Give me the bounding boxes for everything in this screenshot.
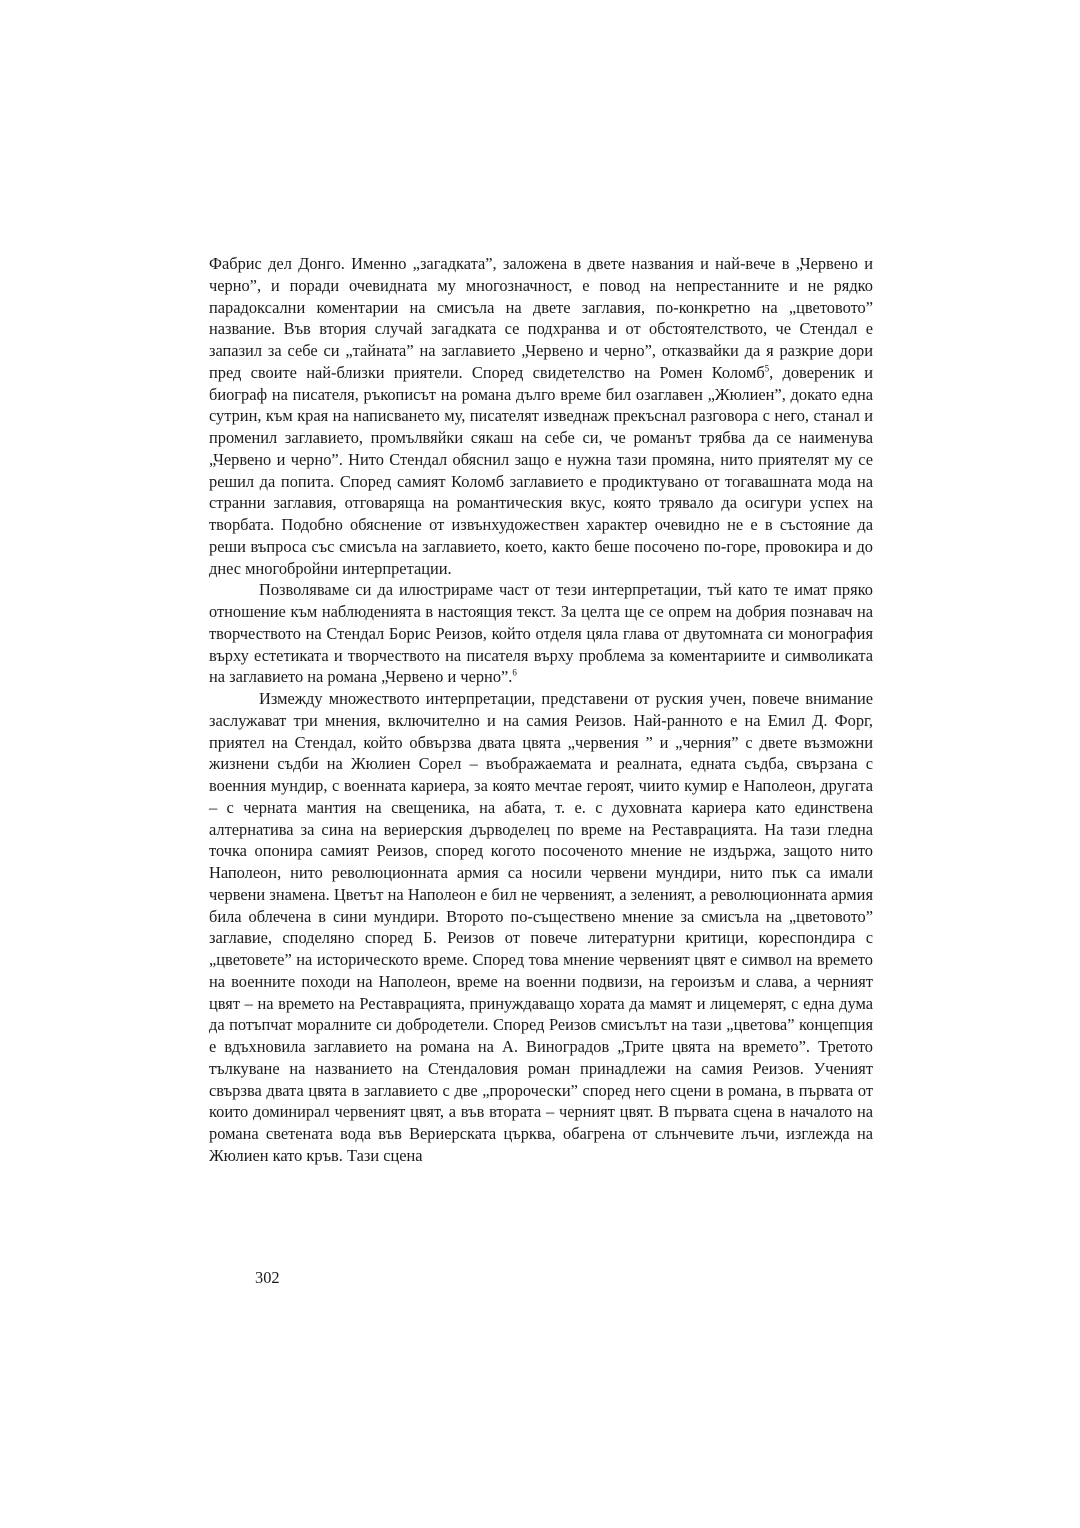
paragraph-3 [209, 688, 873, 1167]
body-text [209, 253, 873, 1167]
paragraph-2 [209, 579, 873, 688]
paragraph-2-text-a: Позволяваме си да илюстрираме част от тези интерпретации, тъй като те имат пряко отношение към наблюденията в настоящия текст. За целта ще се опрем на добрия познавач на творчеството на Стендал Борис Реизов, който отделя цяла глава от двутомната си монография върху естетиката и творчеството на писателя върху проблема за коментариите и символиката на заглавието на романа „Червено и черно”. [209, 580, 873, 687]
page-number: 302 [255, 1268, 280, 1287]
paragraph-3-text-a: Измежду множеството интерпретации, представени от руския учен, повече внимание заслужават три мнения, включително и на самия Реизов. Най-ранното е на Емил Д. Форг, приятел на Стендал, който обвързва двата цвята „червения ” и „черния” с двете възможни жизнени съдби на Жюлиен Сорел – въображаемата и реалната, едната съдба, свързана с военния мундир, с военната кариера, за която мечтае героят, чиито кумир е Наполеон, другата – с черната мантия на свещеника, на абата, т. е. с духовната кариера като единствена алтернатива за сина на вериерския дърводелец по време на Реставрацията. На тази гледна точка опонира самият Реизов, според когото посоченото мнение не издържа, защото нито Наполеон, нито революционната армия са носили червени мундири, нито пък са имали червени знамена. Цветът на Наполеон е бил не червеният, а зеленият, а революционната армия била облечена в сини мундири. Второто по-съществено мнение за смисъла на „цветовото” заглавие, споделяно според Б. Реизов от повече литературни критици, кореспондира с „цветовете” на историческото време. Според това мнение червеният цвят е символ на времето на военните походи на Наполеон, време на военни подвизи, на героизъм и слава, а черният цвят – на времето на Реставрацията, принуждаващо хората да мамят и лицемерят, с една дума да потъпчат моралните си добродетели. Според Реизов смисълът на тази „цветова” концепция е вдъхновила заглавието на романа на А. Виноградов „Трите цвята на времето”. Третото тълкуване на названието на Стендаловия роман принадлежи на самия Реизов. Ученият свързва двата цвята в заглавието с две „пророчески” според него сцени в романа, в първата от които доминирал червеният цвят, а във втората – черният цвят. В първата сцена в началото на романа светената вода във Вериерската църква, обагрена от слънчевите лъчи, изглежда на Жюлиен като кръв. Тази сцена [209, 689, 873, 1165]
paragraph-1-text-b: , довереник и биограф на писателя, ръкописът на романа дълго време бил озаглавен „Жюлиен”, докато една сутрин, към края на написването му, писателят изведнаж прекъснал разговора с него, станал и променил заглавието, промълвяйки сякаш на себе си, че романът трябва да се наименува „Червено и черно”. Нито Стендал обяснил защо е нужна тази промяна, нито приятелят му се решил да попита. Според самият Коломб заглавието е продиктувано от тогавашната мода на странни заглавия, отговаряща на романтическия вкус, която трявало да осигури успех на творбата. Подобно обяснение от извънхудожествен характер очевидно не е в състояние да реши въпроса със смисъла на заглавието, което, както беше посочено по-горе, провокира и до днес многобройни интерпретации. [209, 362, 873, 578]
paragraph-1-text-a: Фабрис дел Донго. Именно „загадката”, заложена в двете названия и най-вече в „Червено и черно”, и поради очевидната му многозначност, е повод на непрестанните и не рядко парадоксални коментарии на смисъла на двете заглавия, по-конкретно на „цветовото” название. Във втория случай загадката се подхранва и от обстоятелството, че Стендал е запазил за себе си „тайната” на заглавието „Червено и черно”, отказвайки да я разкрие дори пред своите най-близки приятели. Според свидетелство на Ромен Коломб [209, 254, 873, 382]
paragraph-1 [209, 253, 873, 579]
footnote-ref-6[interactable]: 6 [512, 667, 517, 678]
footnote-ref-5[interactable]: 5 [764, 363, 770, 374]
